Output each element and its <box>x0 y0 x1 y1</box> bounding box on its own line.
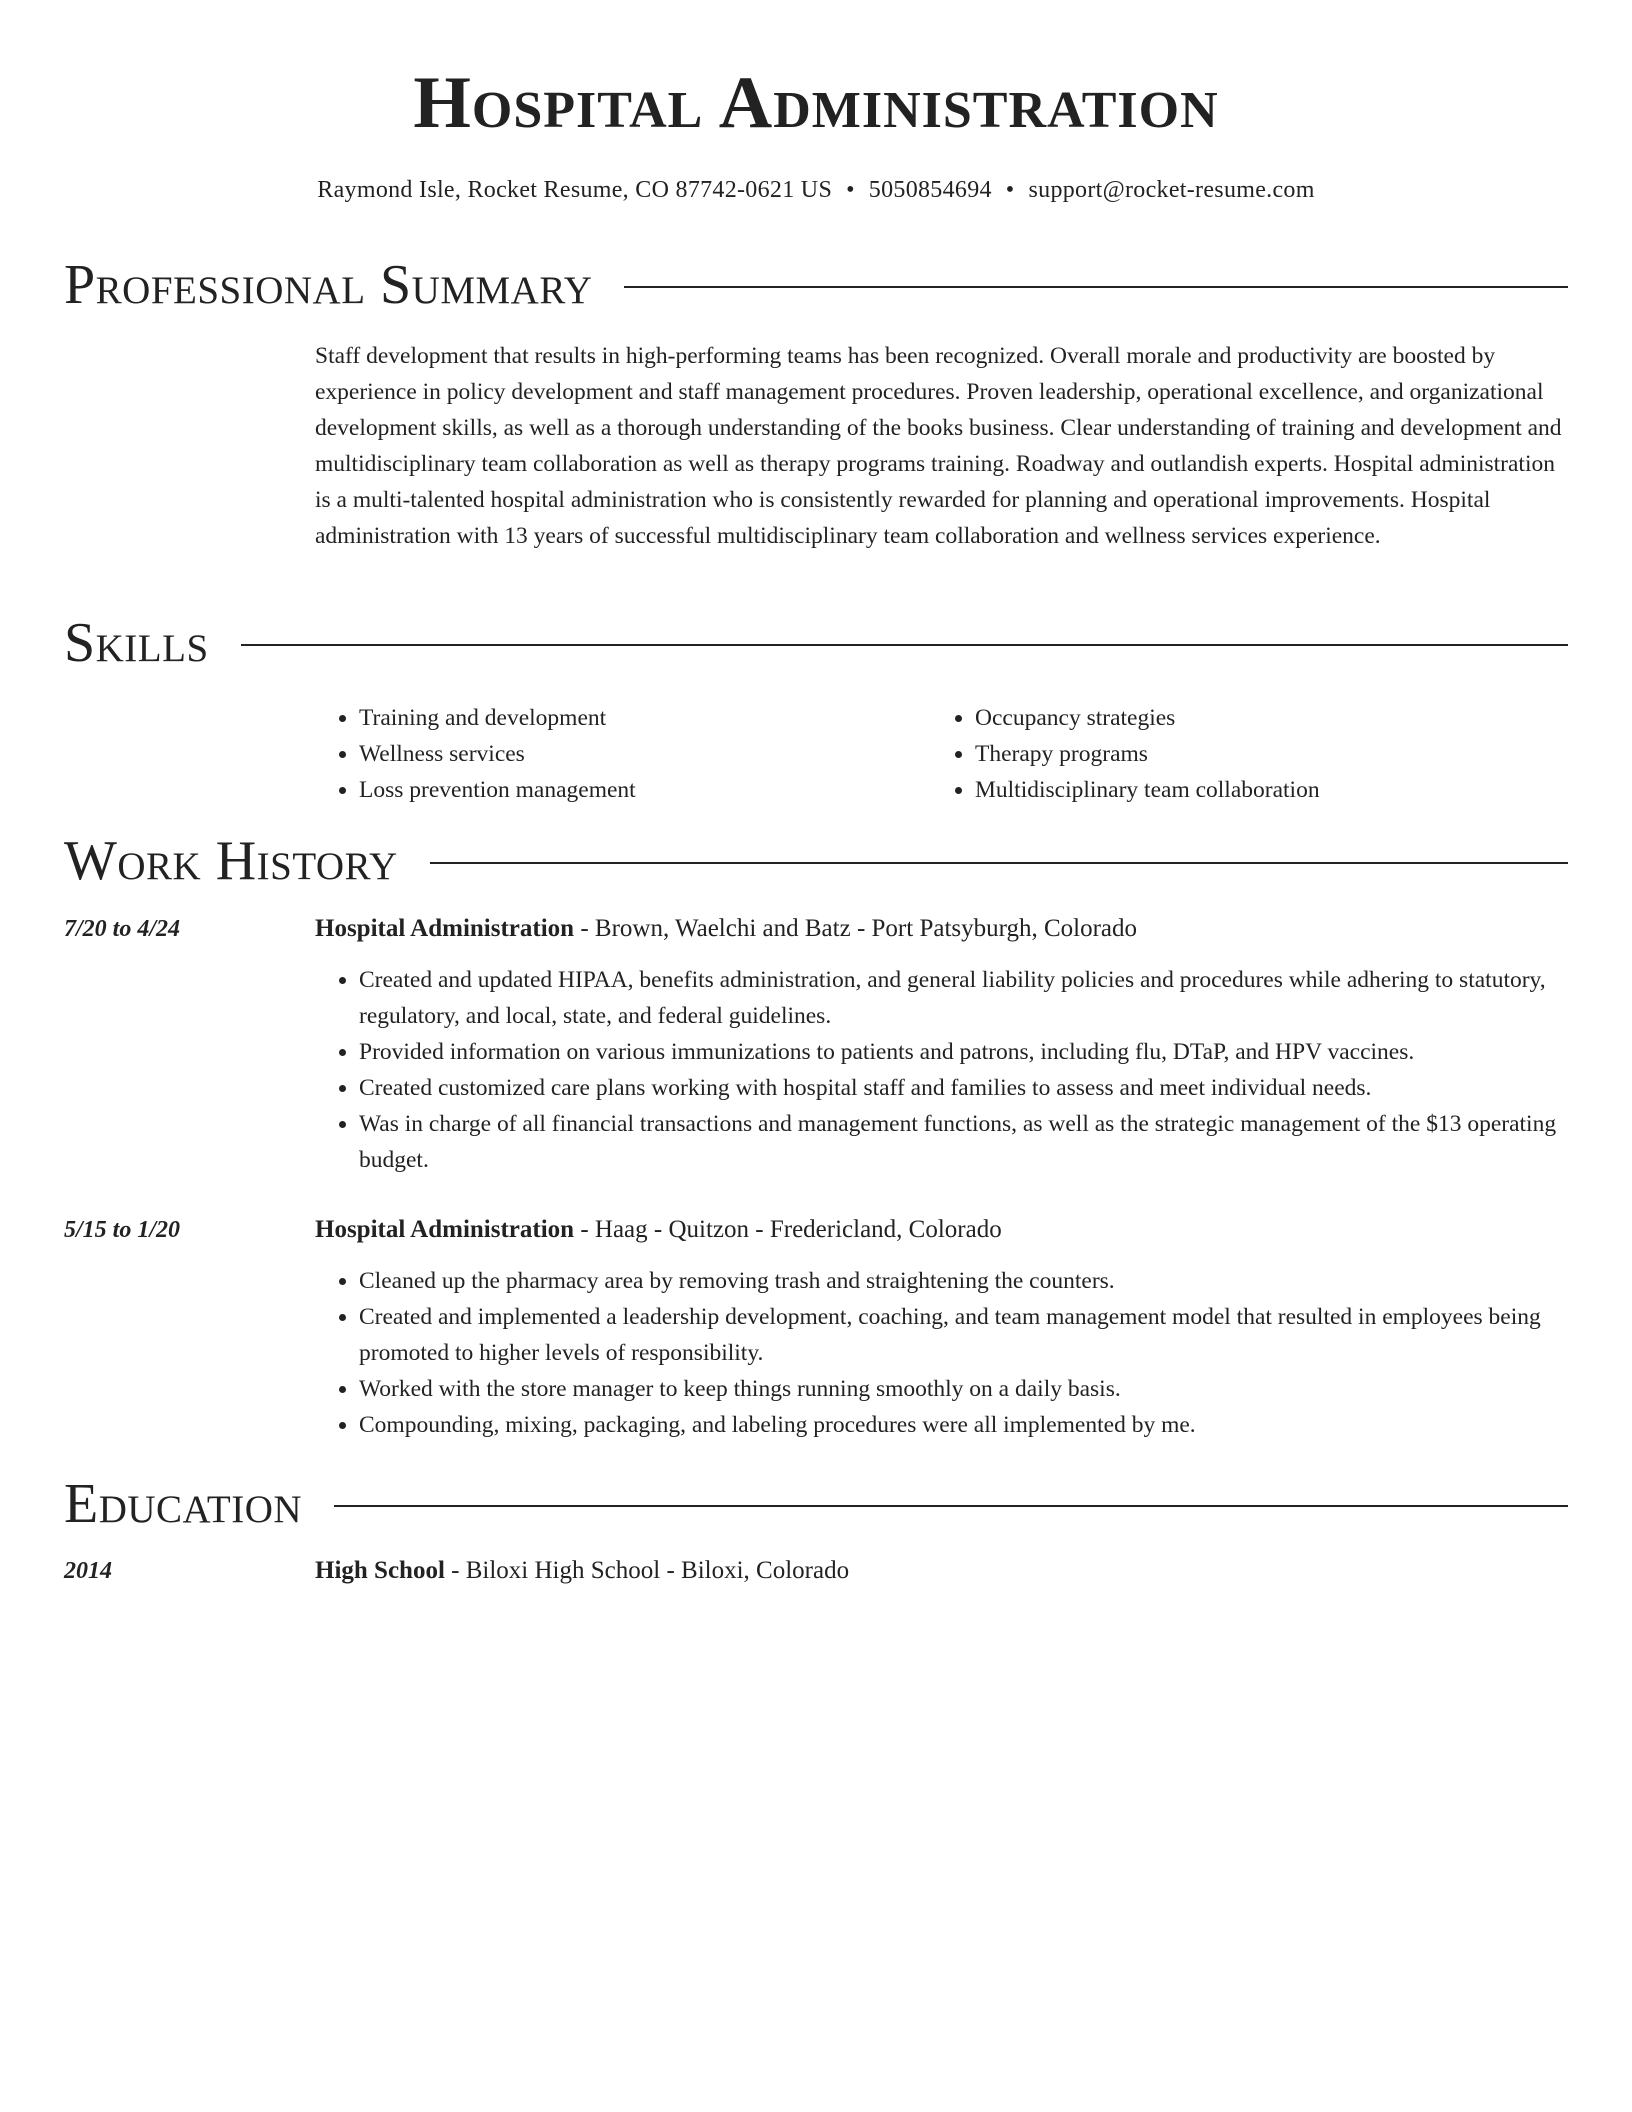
job-role: Hospital Administration <box>315 915 575 942</box>
skills-list <box>315 700 1568 808</box>
contact-separator: • <box>1005 177 1015 203</box>
contact-phone: 5050854694 <box>868 177 992 203</box>
skill-item: • Occupancy strategies <box>975 700 1547 736</box>
skills-column-right <box>931 700 1547 808</box>
contact-line <box>64 172 1568 208</box>
job-details: - Haag - Quitzon - Fredericland, Colorado <box>574 1216 1002 1243</box>
summary-text: Staff development that results in high-performing teams has been recognized. Overall morale and productivity are boosted by experience in policy development and staff management procedures. Proven leadership, operational excellence, and organizational development skills, as well as a thorough understanding of the books business. Clear understanding of training and development and multidisciplinary team collaboration as well as therapy programs training. Roadway and outlandish experts. Hospital administration is a multi-talented hospital administration who is consistently rewarded for planning and operational improvements. Hospital administration with 13 years of successful multidisciplinary team collaboration and wellness services experience. <box>315 343 1562 549</box>
job-title-line <box>315 911 1568 947</box>
job-dates: 5/15 to 1/20 <box>64 1217 181 1243</box>
job-bullet: • Created and implemented a leadership development, coaching, and team management model that resulted in employees being promoted to higher levels of responsibility. <box>359 1299 1568 1371</box>
section-divider <box>430 862 1568 864</box>
section-divider <box>241 644 1568 646</box>
summary-section-header <box>64 252 1568 318</box>
job-bullet: • Created customized care plans working with hospital staff and families to assess and meet individual needs. <box>359 1070 1568 1106</box>
skill-item: • Wellness services <box>359 736 931 772</box>
skill-item: • Training and development <box>359 700 931 736</box>
job-bullet: • Created and updated HIPAA, benefits administration, and general liability policies and procedures while adhering to statutory, regulatory, and local, state, and federal guidelines. <box>359 962 1568 1034</box>
skill-item: • Loss prevention management <box>359 772 931 808</box>
skills-section-header <box>64 610 1568 676</box>
skills-column-left <box>315 700 931 808</box>
job-bullet: • Was in charge of all financial transactions and management functions, as well as the strategic management of the $13 operating budget. <box>359 1106 1568 1178</box>
education-year: 2014 <box>64 1558 112 1584</box>
resume-name: Hospital Administration <box>413 62 1219 144</box>
job-bullet: • Cleaned up the pharmacy area by removing trash and straightening the counters. <box>359 1263 1568 1299</box>
education-details: - Biloxi High School - Biloxi, Colorado <box>444 1557 850 1584</box>
contact-email: support@rocket-resume.com <box>1028 177 1315 203</box>
skill-item: • Therapy programs <box>975 736 1547 772</box>
work-section-header <box>64 828 1568 894</box>
contact-address: Raymond Isle, Rocket Resume, CO 87742-0621 US <box>317 177 833 203</box>
education-title-line <box>315 1553 1568 1589</box>
job-bullets <box>315 962 1568 1178</box>
job-bullet: • Compounding, mixing, packaging, and labeling procedures were all implemented by me. <box>359 1407 1568 1443</box>
job-bullet: • Provided information on various immunizations to patients and patrons, including flu, DTaP, and HPV vaccines. <box>359 1034 1568 1070</box>
job-bullets <box>315 1263 1568 1443</box>
contact-separator: • <box>846 177 855 203</box>
section-divider <box>334 1505 1568 1507</box>
job-role: Hospital Administration <box>315 1216 575 1243</box>
job-details: - Brown, Waelchi and Batz - Port Patsyburgh, Colorado <box>574 915 1138 942</box>
summary-heading: Professional Summary <box>64 254 593 316</box>
education-degree: High School <box>315 1557 445 1584</box>
job-bullet: • Worked with the store manager to keep things running smoothly on a daily basis. <box>359 1371 1568 1407</box>
section-divider <box>624 286 1568 288</box>
skill-item: • Multidisciplinary team collaboration <box>975 772 1547 808</box>
work-heading: Work History <box>64 830 398 892</box>
education-heading: Education <box>64 1473 303 1535</box>
skills-heading: Skills <box>64 612 209 674</box>
job-title-line <box>315 1212 1568 1248</box>
job-dates: 7/20 to 4/24 <box>64 916 181 942</box>
education-section-header <box>64 1471 1568 1537</box>
